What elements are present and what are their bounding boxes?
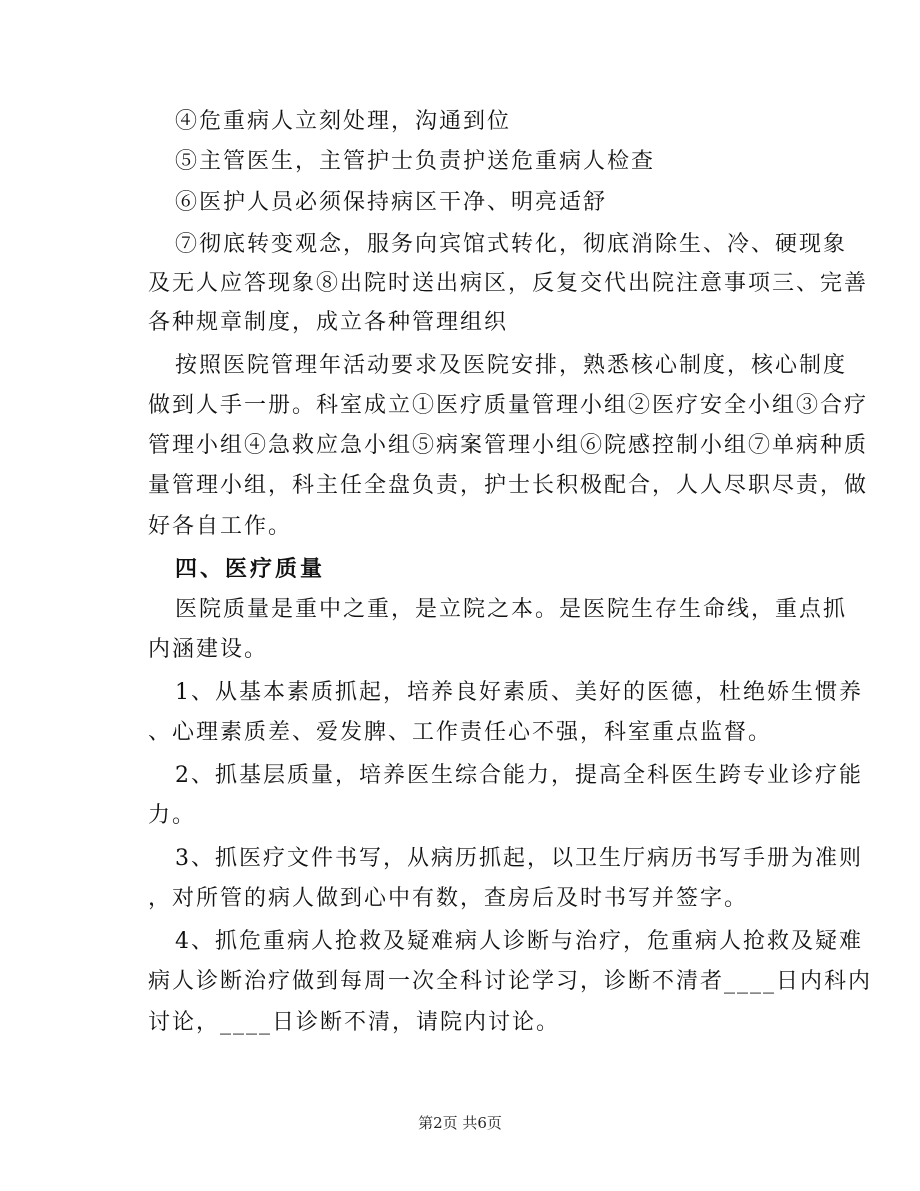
text-line: 、心理素质差、爱发脾、工作责任心不强，科室重点监督。: [148, 720, 773, 745]
section-heading: [175, 550, 325, 590]
text-line: 病人诊断治疗做到每周一次全科讨论学习，诊断不清者____日内科内: [148, 969, 873, 994]
text-line: 4、抓危重病人抢救及疑难病人诊断与治疗，危重病人抢救及疑难: [175, 929, 863, 954]
paragraph-line: [148, 1003, 560, 1043]
paragraph-line: [148, 507, 292, 547]
text-line: ⑤主管医生，主管护士负责护送危重病人检查: [175, 149, 656, 174]
text-line: 力。: [148, 803, 197, 828]
text-line: ，对所管的病人做到心中有数，查房后及时书写并签字。: [148, 886, 749, 911]
paragraph-line: [148, 386, 868, 426]
text-line: 及无人应答现象⑧出院时送出病区，反复交代出院注意事项三、完善: [148, 271, 869, 296]
heading-text: 四、医疗质量: [175, 557, 326, 582]
text-line: 管理小组④急救应急小组⑤病案管理小组⑥院感控制小组⑦单病种质: [148, 433, 869, 458]
paragraph-line: [148, 630, 268, 670]
paragraph-line: [148, 264, 868, 304]
paragraph-line: [148, 879, 748, 919]
text-line: 1、从基本素质抓起，培养良好素质、美好的医德，杜绝娇生惯养: [175, 680, 863, 705]
text-line: 内涵建设。: [148, 637, 269, 662]
numbered-item-4: [175, 922, 863, 962]
paragraph-line: [148, 466, 868, 506]
paragraph-line: [148, 713, 772, 753]
text-line: 做到人手一册。科室成立①医疗质量管理小组②医疗安全小组③合疗: [148, 393, 869, 418]
text-line: 3、抓医疗文件书写，从病历抓起，以卫生厅病历书写手册为准则: [175, 846, 863, 871]
page-number-footer: 第2页 共6页: [418, 1114, 502, 1132]
paragraph-line: [175, 590, 847, 630]
paragraph-line: [148, 962, 872, 1002]
text-line: 2、抓基层质量，培养医生综合能力，提高全科医生跨专业诊疗能: [175, 763, 863, 788]
text-line: 按照医院管理年活动要求及医院安排，熟悉核心制度，核心制度: [175, 353, 848, 378]
paragraph-line: [175, 346, 847, 386]
text-line: ④危重病人立刻处理，沟通到位: [175, 109, 512, 134]
text-line: 量管理小组，科主任全盘负责，护士长积极配合，人人尽职尽责，做: [148, 473, 869, 498]
list-item-4: [175, 102, 511, 142]
text-line: 讨论，____日诊断不清，请院内讨论。: [148, 1010, 561, 1035]
numbered-item-3: [175, 839, 863, 879]
paragraph-line: [148, 796, 196, 836]
text-line: ⑦彻底转变观念，服务向宾馆式转化，彻底消除生、冷、硬现象: [175, 232, 848, 257]
text-line: 各种规章制度，成立各种管理组织: [148, 310, 509, 335]
paragraph-line: [148, 303, 508, 343]
numbered-item-1: [175, 673, 863, 713]
list-item-5: [175, 142, 655, 182]
paragraph-line: [148, 426, 868, 466]
list-item-6: [175, 183, 607, 223]
numbered-item-2: [175, 756, 863, 796]
text-line: ⑥医护人员必须保持病区干净、明亮适舒: [175, 190, 608, 215]
text-line: 医院质量是重中之重，是立院之本。是医院生存生命线，重点抓: [175, 597, 848, 622]
list-item-7: [175, 225, 847, 265]
text-line: 好各自工作。: [148, 514, 293, 539]
